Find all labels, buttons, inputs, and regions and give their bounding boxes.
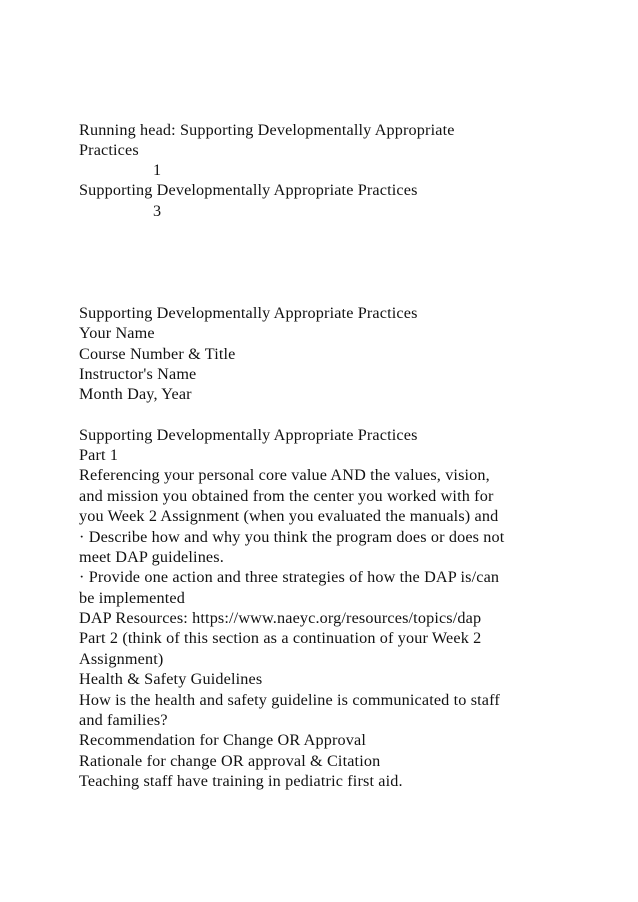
header-title: Supporting Developmentally Appropriate Practices	[79, 181, 418, 199]
page-number: 3	[153, 202, 162, 220]
part-2-heading: Part 2 (think of this section as a continuation of your Week 2	[79, 629, 482, 647]
body-text-line: you Week 2 Assignment (when you evaluated the manuals) and	[79, 507, 499, 525]
body-text-line: and families?	[79, 711, 168, 729]
date: Month Day, Year	[79, 385, 192, 403]
part-2-heading-continuation: Assignment)	[79, 650, 164, 668]
bullet-item-continuation: be implemented	[79, 589, 185, 607]
course-info: Course Number & Title	[79, 345, 236, 363]
running-head: Running head: Supporting Developmentally Appropriate	[79, 121, 455, 139]
running-head-continuation: Practices	[79, 141, 139, 159]
bullet-item: · Provide one action and three strategies of how the DAP is/can	[79, 568, 500, 586]
body-text-line: Teaching staff have training in pediatric first aid.	[79, 772, 403, 790]
bullet-item: · Describe how and why you think the program does or does not	[79, 528, 505, 546]
title-page-title: Supporting Developmentally Appropriate Practices	[79, 304, 418, 322]
body-text-line: Rationale for change OR approval & Citation	[79, 752, 381, 770]
section-title: Supporting Developmentally Appropriate Practices	[79, 426, 418, 444]
bullet-item-continuation: meet DAP guidelines.	[79, 548, 224, 566]
page-number: 1	[153, 161, 162, 179]
part-1-heading: Part 1	[79, 446, 119, 464]
author-name: Your Name	[79, 324, 155, 342]
body-text-line: and mission you obtained from the center you worked with for	[79, 487, 494, 505]
body-text-line: Recommendation for Change OR Approval	[79, 731, 366, 749]
body-text-line: Referencing your personal core value AND the values, vision,	[79, 466, 490, 484]
body-text-line: How is the health and safety guideline is communicated to staff	[79, 691, 500, 709]
subsection-heading: Health & Safety Guidelines	[79, 670, 263, 688]
resource-link-line: DAP Resources: https://www.naeyc.org/resources/topics/dap	[79, 609, 482, 627]
instructor-name: Instructor's Name	[79, 365, 197, 383]
